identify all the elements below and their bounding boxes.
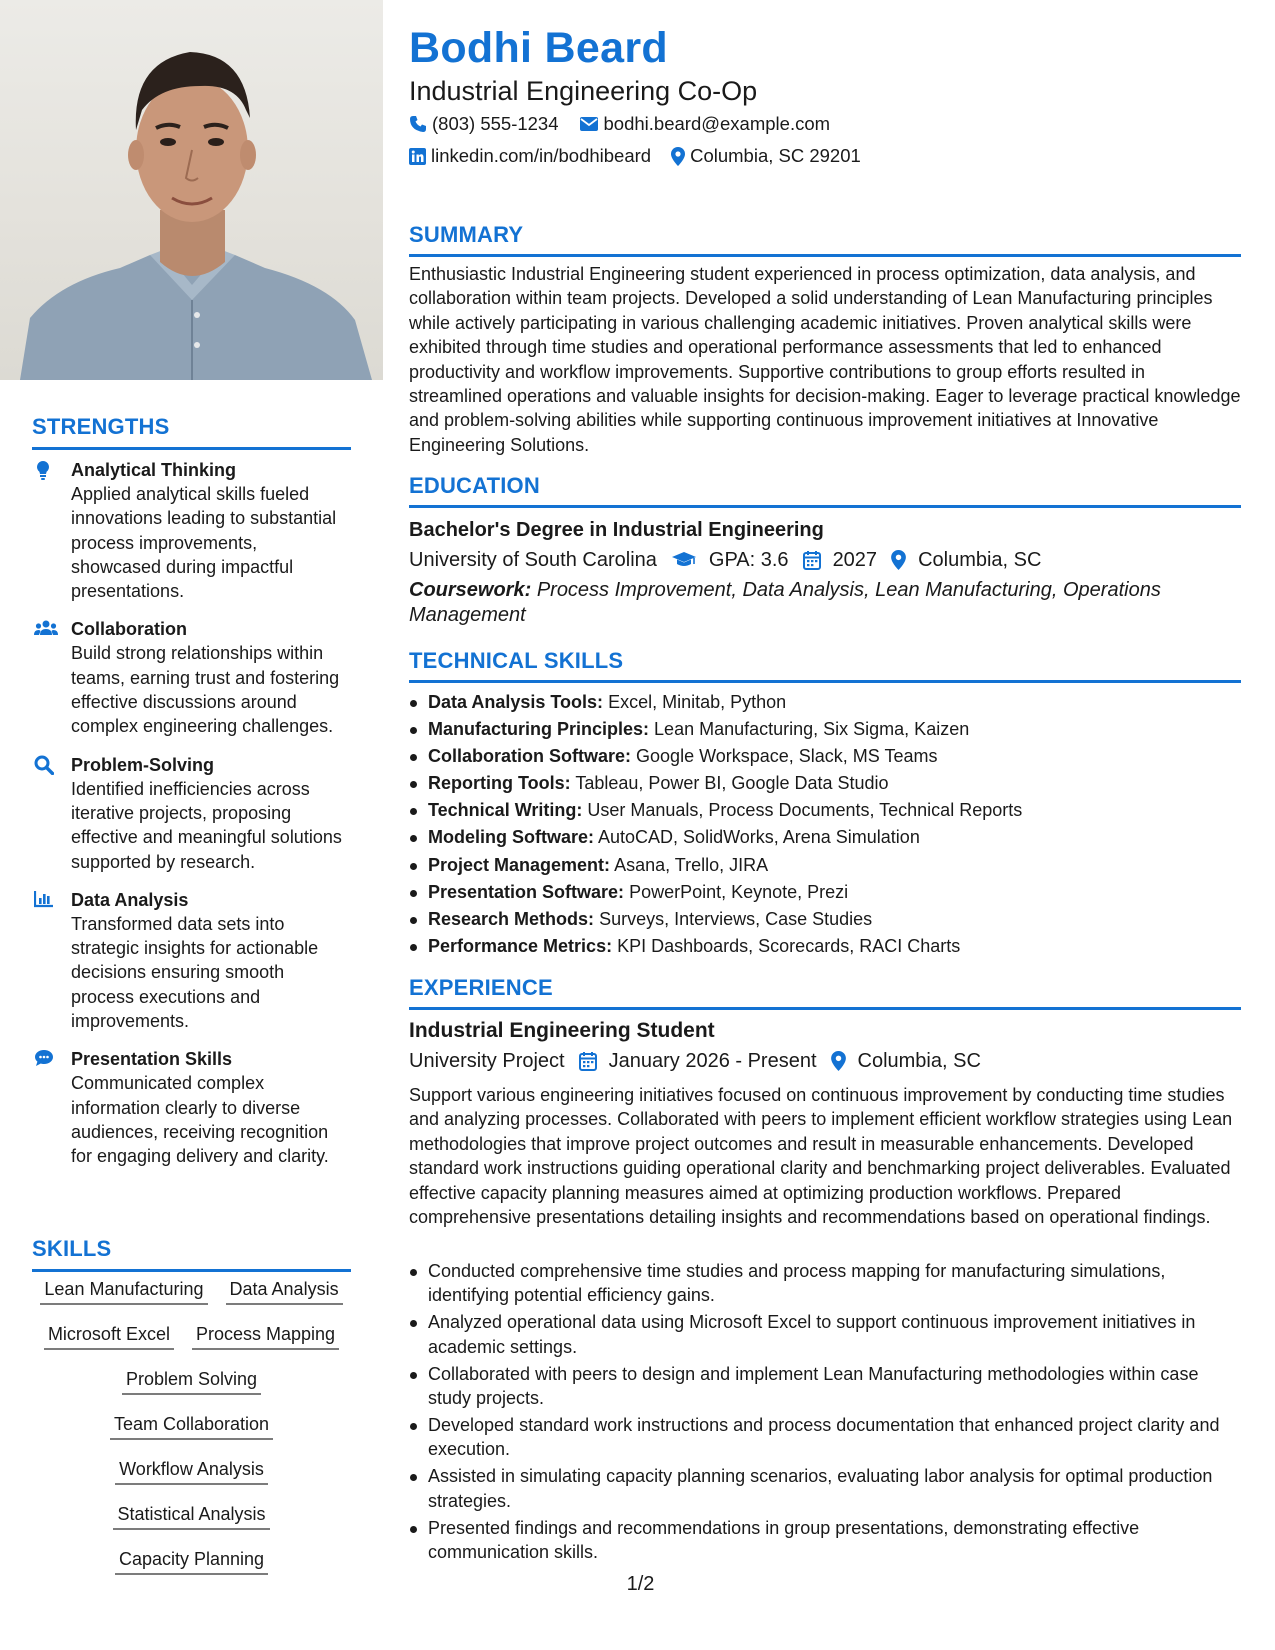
strengths-heading: STRENGTHS [32,414,351,450]
skill-value: AutoCAD, SolidWorks, Arena Simulation [598,827,920,848]
strength-item [32,617,351,738]
gpa-text: GPA: 3.6 [708,549,789,571]
skill-tag: Workflow Analysis [115,1458,268,1485]
skill-label: Manufacturing Principles: [428,719,650,740]
graduation-year [803,547,878,573]
skill-label: Performance Metrics: [428,935,613,956]
education-heading: EDUCATION [409,473,1241,508]
contact-row [409,113,850,135]
users-icon [34,619,56,639]
experience-dates [579,1048,817,1074]
page-number: 1/2 [626,1573,655,1595]
search-icon [34,755,56,775]
candidate-name: Bodhi Beard [409,24,668,72]
skill-label: Reporting Tools: [428,773,571,794]
technical-skills-heading: TECHNICAL SKILLS [409,648,1241,683]
skill-value: User Manuals, Process Documents, Technical Reports [587,800,1023,821]
job-title: Industrial Engineering Co-Op [409,76,758,106]
skill-tag: Process Mapping [192,1323,339,1350]
linkedin-text: linkedin.com/in/bodhibeard [431,145,652,166]
strength-description: Transformed data sets into strategic insights for actionable decisions ensuring smooth process executions and improvements. [71,913,319,1032]
skill-tag: Data Analysis [226,1278,343,1305]
list-item [409,716,1241,743]
experience-title: Industrial Engineering Student [409,1019,715,1042]
strength-title: Collaboration [71,619,187,640]
list-item: Presented findings and recommendations in group presentations, demonstrating effective communication skills. [409,1516,1241,1565]
coursework [409,578,1241,628]
experience-heading: EXPERIENCE [409,975,1241,1010]
list-item: Analyzed operational data using Microsoft Excel to support continuous improvement initiatives in academic settings. [409,1310,1241,1359]
skill-label: Modeling Software: [428,827,594,848]
experience-location [831,1048,981,1074]
map-pin-icon [891,550,906,570]
skill-label: Project Management: [428,854,611,875]
list-item [409,824,1241,851]
skill-tag: Lean Manufacturing [40,1278,207,1305]
list-item [409,770,1241,797]
skill-label: Presentation Software: [428,881,625,902]
strength-description: Identified inefficiencies across iterative projects, proposing effective and meaningful solutions supported by research. [71,778,342,872]
email-contact[interactable] [579,113,831,135]
profile-photo [0,0,383,380]
calendar-icon [803,550,821,570]
organization [409,1048,565,1074]
list-item [409,797,1241,824]
summary-heading: SUMMARY [409,222,1241,257]
phone-icon [409,115,427,133]
calendar-icon [579,1051,597,1071]
graduation-cap-icon [671,551,697,569]
list-item [409,933,1241,960]
list-item: Collaborated with peers to design and implement Lean Manufacturing methodologies within case study projects. [409,1362,1241,1411]
chart-bar-icon [34,890,56,910]
skill-tag: Capacity Planning [115,1548,268,1575]
experience-meta [409,1048,995,1074]
strength-description: Communicated complex information clearly to diverse audiences, receiving recognition for engaging delivery and clarity. [71,1073,329,1167]
experience-bullets [409,1259,1241,1567]
experience-description: Support various engineering initiatives focused on continuous improvement by conducting time studies and analyzing processes. Collaborated with peers to implement efficient workflow strategies using Lean methodologies that improve project outcomes and result in measurable enhancements. Developed standard work instructions guiding operational clarity and benchmarking project deliverables. Evaluated effective capacity planning measures aimed at optimizing production workflows. Prepared comprehensive presentations detailing insights and recommendations based on operational findings. [409,1085,1233,1228]
map-pin-icon [831,1051,846,1071]
coursework-label: Coursework: [409,579,532,601]
location-contact [671,145,861,167]
linkedin-icon [409,148,426,165]
strength-title: Data Analysis [71,889,189,910]
strength-description: Applied analytical skills fueled innovations leading to substantial process improvements, showcased during impactful presentations. [71,484,337,602]
location-text: Columbia, SC 29201 [690,145,861,166]
list-item [409,743,1241,770]
skill-value: Lean Manufacturing, Six Sigma, Kaizen [654,719,970,740]
skill-value: Google Workspace, Slack, MS Teams [636,746,938,767]
technical-skills-list [409,689,1241,960]
education-location [891,547,1041,573]
organization-text: University Project [409,1050,565,1072]
skill-value: Surveys, Interviews, Case Studies [599,908,873,929]
list-item [409,879,1241,906]
gpa [671,547,789,573]
skill-value: KPI Dashboards, Scorecards, RACI Charts [617,935,961,956]
strength-title: Presentation Skills [71,1049,233,1070]
location-text: Columbia, SC [857,1050,981,1072]
skill-value: Excel, Minitab, Python [608,692,787,712]
chat-icon [34,1049,56,1069]
phone-contact[interactable] [409,113,559,135]
skill-tag: Problem Solving [122,1368,261,1395]
contact-row [409,145,881,167]
email-text: bodhi.beard@example.com [603,113,831,134]
skill-value: PowerPoint, Keynote, Prezi [629,881,849,902]
strength-description: Build strong relationships within teams, earning trust and fostering effective discussions around complex engineering challenges. [71,643,340,737]
strength-item [32,458,351,603]
summary-text: Enthusiastic Industrial Engineering student experienced in process optimization, data analysis, and collaboration within team projects. Developed a solid understanding of Lean Manufacturing principles while actively participating in various challenging academic initiatives. Proven analytical skills were exhibited through time studies and operational performance assessments that led to enhanced productivity and workflow improvements. Supportive contributions to group efforts resulted in streamlined operations and valuable insights for decision-making. Eager to leverage practical knowledge and problem-solving abilities while supporting continuous improvement initiatives at Innovative Engineering Solutions. [409,264,1241,455]
list-item [409,689,1241,716]
skill-label: Research Methods: [428,908,595,929]
list-item [409,906,1241,933]
education-meta [409,547,1055,573]
school-text: University of South Carolina [409,549,657,571]
list-item: Developed standard work instructions and process documentation that enhanced project clarity and execution. [409,1413,1241,1462]
phone-text: (803) 555-1234 [432,113,559,134]
strength-title: Problem-Solving [71,754,215,775]
strength-item [32,753,351,874]
skill-tag: Team Collaboration [110,1413,273,1440]
skill-tag: Statistical Analysis [113,1503,269,1530]
skill-label: Collaboration Software: [428,746,632,767]
skill-value: Tableau, Power BI, Google Data Studio [575,773,889,794]
skill-value: Asana, Trello, JIRA [614,854,769,875]
envelope-icon [579,116,599,132]
list-item [409,852,1241,879]
skill-label: Technical Writing: [428,800,583,821]
map-pin-icon [671,147,685,166]
lightbulb-icon [34,460,56,480]
strength-title: Analytical Thinking [71,460,237,480]
degree-title: Bachelor's Degree in Industrial Engineering [409,519,824,541]
skills-heading: SKILLS [32,1236,351,1272]
linkedin-contact[interactable] [409,145,651,167]
coursework-list: Process Improvement, Data Analysis, Lean Manufacturing, Operations Management [409,579,1161,626]
year-text: 2027 [832,549,878,571]
skill-tags [32,1278,351,1593]
dates-text: January 2026 - Present [608,1050,817,1072]
strength-item [32,888,351,1033]
strength-item [32,1047,351,1168]
skill-label: Data Analysis Tools: [428,692,604,712]
location-text: Columbia, SC [918,549,1042,571]
list-item: Conducted comprehensive time studies and process mapping for manufacturing simulations, identifying potential efficiency gains. [409,1259,1241,1308]
school-name [409,547,657,573]
left-column [0,0,383,1650]
skill-tag: Microsoft Excel [44,1323,174,1350]
list-item: Assisted in simulating capacity planning scenarios, evaluating labor analysis for optimal production strategies. [409,1464,1241,1513]
strengths-list [32,458,351,1183]
